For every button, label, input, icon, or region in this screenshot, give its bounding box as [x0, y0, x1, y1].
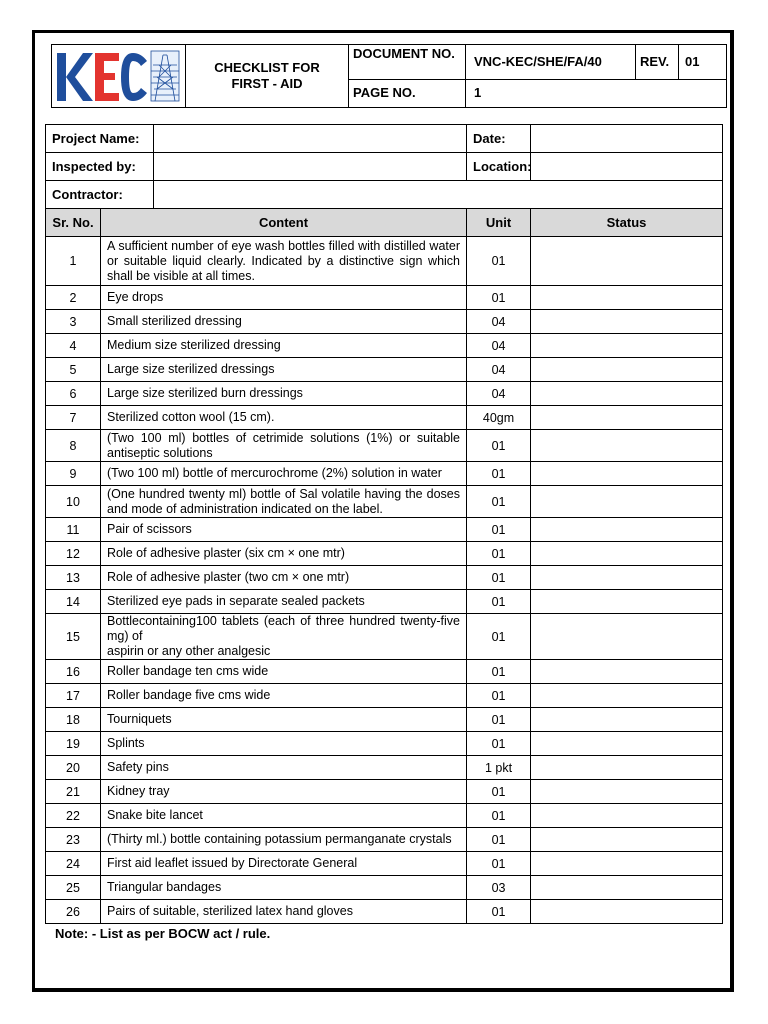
- checklist-rows: [46, 237, 723, 924]
- row-sr-no: 22: [46, 804, 101, 828]
- row-unit: 01: [467, 708, 531, 732]
- project-name-label: Project Name:: [46, 125, 154, 153]
- row-sr-no: 3: [46, 310, 101, 334]
- document-header: [51, 44, 727, 108]
- project-name-field[interactable]: [154, 125, 467, 153]
- row-unit: 01: [467, 430, 531, 462]
- row-unit: 01: [467, 852, 531, 876]
- page-no-value: 1: [474, 85, 482, 100]
- row-status[interactable]: [531, 542, 723, 566]
- row-status[interactable]: [531, 486, 723, 518]
- row-sr-no: 24: [46, 852, 101, 876]
- row-status[interactable]: [531, 566, 723, 590]
- info-row-inspected: [46, 153, 723, 181]
- row-status[interactable]: [531, 406, 723, 430]
- row-sr-no: 13: [46, 566, 101, 590]
- table-row: [46, 590, 723, 614]
- row-status[interactable]: [531, 462, 723, 486]
- table-row: [46, 382, 723, 406]
- table-row: [46, 900, 723, 924]
- row-sr-no: 9: [46, 462, 101, 486]
- tower-emblem: [151, 51, 179, 101]
- row-content: Medium size sterilized dressing: [101, 334, 467, 358]
- table-row: [46, 518, 723, 542]
- inspected-by-field[interactable]: [154, 153, 467, 181]
- row-unit: 01: [467, 828, 531, 852]
- row-status[interactable]: [531, 614, 723, 660]
- row-content: Roller bandage ten cms wide: [101, 660, 467, 684]
- row-sr-no: 2: [46, 286, 101, 310]
- row-unit: 01: [467, 614, 531, 660]
- table-row: [46, 542, 723, 566]
- row-content: Safety pins: [101, 756, 467, 780]
- table-row: [46, 486, 723, 518]
- row-sr-no: 6: [46, 382, 101, 406]
- row-sr-no: 17: [46, 684, 101, 708]
- row-status[interactable]: [531, 590, 723, 614]
- row-content: Snake bite lancet: [101, 804, 467, 828]
- row-unit: 01: [467, 518, 531, 542]
- row-unit: 01: [467, 780, 531, 804]
- table-row: [46, 828, 723, 852]
- row-sr-no: 25: [46, 876, 101, 900]
- row-sr-no: 8: [46, 430, 101, 462]
- row-unit: 01: [467, 542, 531, 566]
- table-row: [46, 780, 723, 804]
- row-content: Role of adhesive plaster (six cm × one mtr): [101, 542, 467, 566]
- row-status[interactable]: [531, 852, 723, 876]
- table-row: [46, 358, 723, 382]
- row-content: Kidney tray: [101, 780, 467, 804]
- inspected-by-label: Inspected by:: [46, 153, 154, 181]
- location-label: Location:: [467, 153, 531, 181]
- row-status[interactable]: [531, 518, 723, 542]
- contractor-label: Contractor:: [46, 181, 154, 209]
- row-content: Bottlecontaining100 tablets (each of three hundred twenty-five mg) of aspirin or any other analgesic: [101, 614, 467, 660]
- row-status[interactable]: [531, 780, 723, 804]
- row-unit: 01: [467, 732, 531, 756]
- table-row: [46, 334, 723, 358]
- row-unit: 04: [467, 334, 531, 358]
- row-unit: 04: [467, 310, 531, 334]
- table-row: [46, 237, 723, 286]
- row-unit: 40gm: [467, 406, 531, 430]
- row-unit: 04: [467, 358, 531, 382]
- row-sr-no: 5: [46, 358, 101, 382]
- row-status[interactable]: [531, 334, 723, 358]
- row-status[interactable]: [531, 237, 723, 286]
- page-no-label: PAGE NO.: [353, 85, 416, 100]
- table-row: [46, 732, 723, 756]
- table-row: [46, 852, 723, 876]
- row-sr-no: 15: [46, 614, 101, 660]
- row-content: Tourniquets: [101, 708, 467, 732]
- kec-logo: [55, 47, 183, 105]
- contractor-field[interactable]: [154, 181, 723, 209]
- row-content: Small sterilized dressing: [101, 310, 467, 334]
- table-row: [46, 462, 723, 486]
- row-unit: 1 pkt: [467, 756, 531, 780]
- row-status[interactable]: [531, 660, 723, 684]
- row-sr-no: 16: [46, 660, 101, 684]
- row-status[interactable]: [531, 876, 723, 900]
- row-sr-no: 23: [46, 828, 101, 852]
- row-status[interactable]: [531, 382, 723, 406]
- row-unit: 01: [467, 660, 531, 684]
- row-content: Eye drops: [101, 286, 467, 310]
- rev-value: 01: [685, 54, 700, 69]
- row-content: Roller bandage five cms wide: [101, 684, 467, 708]
- row-status[interactable]: [531, 732, 723, 756]
- row-sr-no: 19: [46, 732, 101, 756]
- kec-logo-letters: [57, 53, 147, 101]
- row-content: Large size sterilized dressings: [101, 358, 467, 382]
- row-content: (Thirty ml.) bottle containing potassium permanganate crystals: [101, 828, 467, 852]
- row-status[interactable]: [531, 684, 723, 708]
- date-label: Date:: [467, 125, 531, 153]
- row-sr-no: 1: [46, 237, 101, 286]
- table-row: [46, 566, 723, 590]
- column-header-status: Status: [531, 209, 723, 237]
- date-field[interactable]: [531, 125, 723, 153]
- table-row: [46, 614, 723, 660]
- row-sr-no: 4: [46, 334, 101, 358]
- row-unit: 01: [467, 486, 531, 518]
- row-sr-no: 10: [46, 486, 101, 518]
- table-row: [46, 430, 723, 462]
- table-row: [46, 804, 723, 828]
- row-content: Triangular bandages: [101, 876, 467, 900]
- row-unit: 01: [467, 566, 531, 590]
- title-line-1: CHECKLIST FOR: [214, 60, 320, 75]
- row-status[interactable]: [531, 804, 723, 828]
- row-unit: 01: [467, 590, 531, 614]
- row-unit: 03: [467, 876, 531, 900]
- row-status[interactable]: [531, 828, 723, 852]
- checklist-table: [45, 124, 723, 924]
- footnote: Note: - List as per BOCW act / rule.: [55, 926, 271, 941]
- row-status[interactable]: [531, 900, 723, 924]
- document-title: [186, 45, 348, 107]
- row-content: (Two 100 ml) bottles of cetrimide solutions (1%) or suitable antiseptic solutions: [101, 430, 467, 462]
- row-content: Role of adhesive plaster (two cm × one mtr): [101, 566, 467, 590]
- row-content: Sterilized eye pads in separate sealed packets: [101, 590, 467, 614]
- row-sr-no: 12: [46, 542, 101, 566]
- table-row: [46, 708, 723, 732]
- document-no-value: VNC-KEC/SHE/FA/40: [474, 54, 602, 69]
- column-header-content: Content: [101, 209, 467, 237]
- row-sr-no: 20: [46, 756, 101, 780]
- row-content: A sufficient number of eye wash bottles filled with distilled water or suitable liquid clearly. Indicated by a distinctive sign which shall be visible at all times.: [101, 237, 467, 286]
- location-field[interactable]: [531, 153, 723, 181]
- document-no-label: DOCUMENT NO.: [353, 46, 455, 61]
- row-unit: 01: [467, 462, 531, 486]
- row-content: Sterilized cotton wool (15 cm).: [101, 406, 467, 430]
- table-row: [46, 876, 723, 900]
- title-line-2: FIRST - AID: [231, 76, 303, 91]
- row-sr-no: 26: [46, 900, 101, 924]
- row-content: Splints: [101, 732, 467, 756]
- column-header-unit: Unit: [467, 209, 531, 237]
- row-status[interactable]: [531, 430, 723, 462]
- row-unit: 01: [467, 804, 531, 828]
- row-content: Large size sterilized burn dressings: [101, 382, 467, 406]
- row-unit: 04: [467, 382, 531, 406]
- row-unit: 01: [467, 286, 531, 310]
- row-status[interactable]: [531, 708, 723, 732]
- column-header-sr-no: Sr. No.: [46, 209, 101, 237]
- row-unit: 01: [467, 900, 531, 924]
- row-status[interactable]: [531, 358, 723, 382]
- row-sr-no: 14: [46, 590, 101, 614]
- table-row: [46, 406, 723, 430]
- table-row: [46, 310, 723, 334]
- row-content: (One hundred twenty ml) bottle of Sal volatile having the doses and mode of administration indicated on the label.: [101, 486, 467, 518]
- row-status[interactable]: [531, 286, 723, 310]
- row-content: Pairs of suitable, sterilized latex hand gloves: [101, 900, 467, 924]
- table-row: [46, 756, 723, 780]
- row-sr-no: 21: [46, 780, 101, 804]
- info-row-contractor: [46, 181, 723, 209]
- rev-label: REV.: [640, 54, 670, 69]
- row-unit: 01: [467, 684, 531, 708]
- column-header-row: [46, 209, 723, 237]
- row-content: (Two 100 ml) bottle of mercurochrome (2%) solution in water: [101, 462, 467, 486]
- info-row-project: [46, 125, 723, 153]
- table-row: [46, 286, 723, 310]
- row-sr-no: 11: [46, 518, 101, 542]
- row-sr-no: 18: [46, 708, 101, 732]
- row-status[interactable]: [531, 756, 723, 780]
- table-row: [46, 660, 723, 684]
- row-unit: 01: [467, 237, 531, 286]
- table-row: [46, 684, 723, 708]
- row-status[interactable]: [531, 310, 723, 334]
- row-content: First aid leaflet issued by Directorate General: [101, 852, 467, 876]
- row-content: Pair of scissors: [101, 518, 467, 542]
- row-sr-no: 7: [46, 406, 101, 430]
